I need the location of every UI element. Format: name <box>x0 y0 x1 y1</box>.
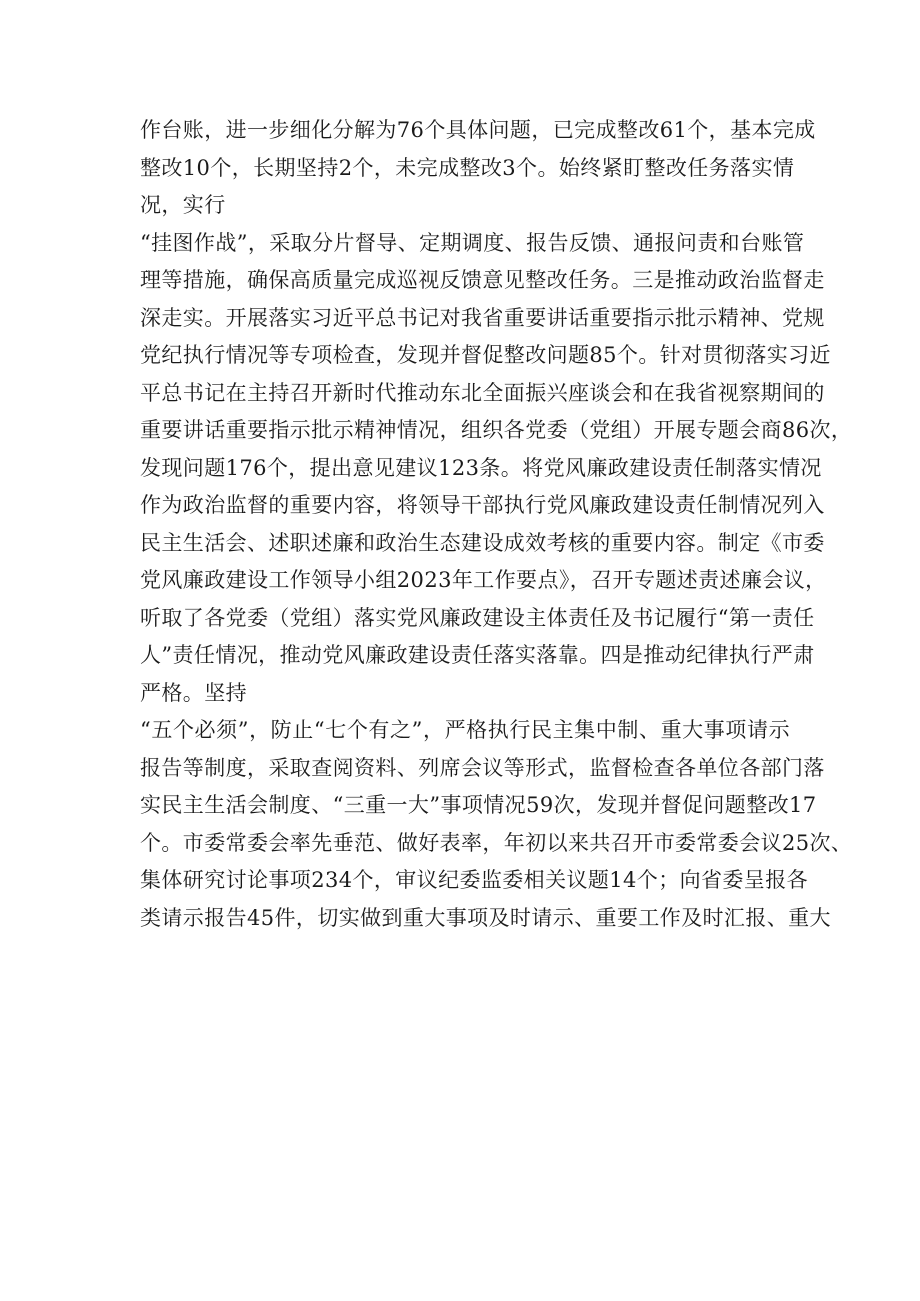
text-line-7: 党纪执行情况等专项检查，发现并督促整改问题85个。针对贯彻落实习近 <box>140 343 831 367</box>
text-line-12: 民主生活会、述职述廉和政治生态建设成效考核的重要内容。制定《市委 <box>140 530 825 555</box>
text-line-18: 报告等制度，采取查阅资料、列席会议等形式，监督检查各单位各部门落 <box>140 755 825 780</box>
text-line-22: 类请示报告45件，切实做到重大事项及时请示、重要工作及时汇报、重大 <box>140 905 831 930</box>
text-line-20: 个。市委常委会率先垂范、做好表率，年初以来共召开市委常委会议25次、 <box>140 830 853 855</box>
text-line-3: 况，实行 <box>140 193 226 217</box>
text-line-1: 作台账，进一步细化分解为76个具体问题，已完成整改61个，基本完成 <box>140 118 816 142</box>
text-line-2: 整改10个，长期坚持2个，未完成整改3个。始终紧盯整改任务落实情 <box>140 155 795 180</box>
text-line-13: 党风廉政建设工作领导小组2023年工作要点》，召开专题述责述廉会议， <box>140 568 827 592</box>
text-line-21: 集体研究讨论事项234个，审议纪委监委相关议题14个；向省委呈报各 <box>140 868 809 892</box>
text-line-16: 严格。坚持 <box>140 680 247 705</box>
text-line-11: 作为政治监督的重要内容，将领导干部执行党风廉政建设责任制情况列入 <box>140 493 825 517</box>
text-line-8: 平总书记在主持召开新时代推动东北全面振兴座谈会和在我省视察期间的 <box>140 380 825 405</box>
text-line-10: 发现问题176个，提出意见建议123条。将党风廉政建设责任制落实情况 <box>140 455 822 480</box>
text-line-4: “挂图作战”，采取分片督导、定期调度、报告反馈、通报问责和台账管 <box>140 230 805 255</box>
text-line-9: 重要讲话重要指示批示精神情况，组织各党委（党组）开展专题会商86次， <box>140 418 853 442</box>
text-line-14: 听取了各党委（党组）落实党风廉政建设主体责任及书记履行“第一责任 <box>140 605 815 630</box>
text-line-19: 实民主生活会制度、“三重一大”事项情况59次，发现并督促问题整改17 <box>140 793 817 817</box>
body-text <box>140 112 853 937</box>
text-line-15: 人”责任情况，推动党风廉政建设责任落实落靠。四是推动纪律执行严肃 <box>140 643 815 667</box>
text-line-5: 理等措施，确保高质量完成巡视反馈意见整改任务。三是推动政治监督走 <box>140 268 825 292</box>
text-line-17: “五个必须”，防止“七个有之”，严格执行民主集中制、重大事项请示 <box>140 718 790 742</box>
text-line-6: 深走实。开展落实习近平总书记对我省重要讲话重要指示批示精神、党规 <box>140 305 825 330</box>
